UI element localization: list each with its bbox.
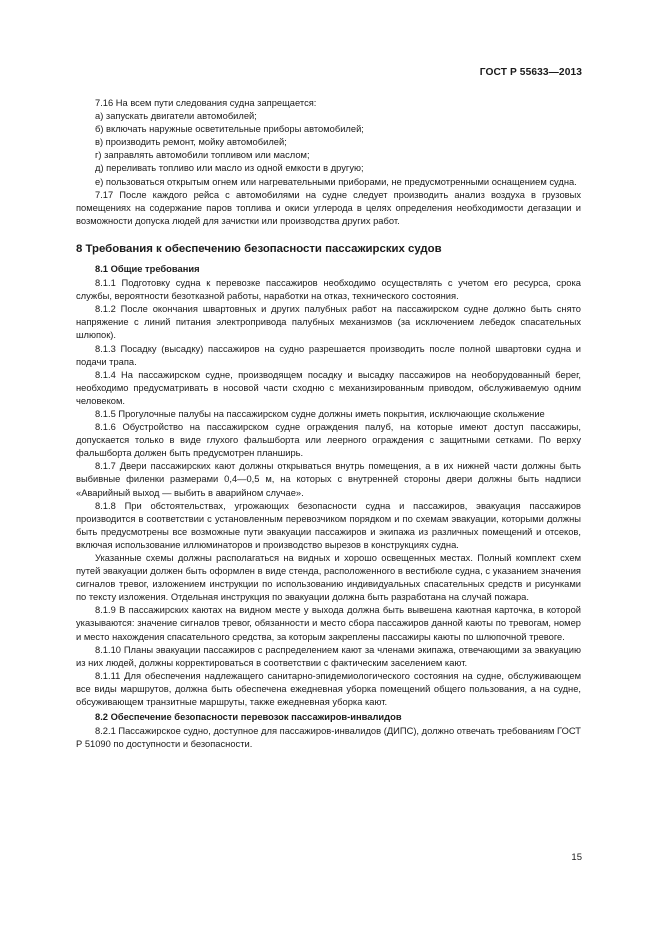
clause-8-1-3: 8.1.3 Посадку (высадку) пассажиров на судно разрешается производить после полной швартовки судна и подачи трапа. — [76, 343, 581, 367]
clause-8-1-8-cont: Указанные схемы должны располагаться на видных и хорошо освещенных местах. Полный комплект схем путей эвакуации должен быть оформлен в виде стенда, расположенного в вестибюле судна, с указанием значения сигналов тревог, изложением инструкции по использованию индивидуальных спасательных средств и рисунками по тексту изложения. Отдельная инструкция по эвакуации должна быть разработана на случай пожара. — [76, 553, 581, 603]
list-item-g: г) заправлять автомобили топливом или маслом; — [95, 150, 310, 161]
list-item-a: а) запускать двигатели автомобилей; — [95, 111, 257, 122]
clause-8-1-9: 8.1.9 В пассажирских каютах на видном месте у выхода должна быть вывешена каютная карточка, в которой указываются: значение сигналов тревог, обязанности и место сбора пассажиров данной каюты по тревогам, номер и место нахождения спасательного средства, за которым закреплены пассажиры каюты по шлюпочной тревоге. — [76, 605, 581, 642]
clause-7-17: 7.17 После каждого рейса с автомобилями на судне следует производить анализ воздуха в грузовых помещениях на содержание паров топлива и окиси углерода в целях определения необходимости дегазации и возможности допуска людей для зачистки или производства других работ. — [76, 189, 581, 226]
clause-8-1-4: 8.1.4 На пассажирском судне, производящем посадку и высадку пассажиров на необорудованный берег, необходимо предусматривать в носовой части сходню с механизированным приводом, обслуживаемую одним человеком. — [76, 369, 581, 406]
clause-8-1-7: 8.1.7 Двери пассажирских кают должны открываться внутрь помещения, а в их нижней части должны быть выбивные филенки размерами 0,4—0,5 м, на которых с внутренней стороны двери должны быть надписи «Аварийный выход — выбить в аварийном случае». — [76, 461, 581, 498]
document-header: ГОСТ Р 55633—2013 — [479, 67, 582, 78]
clause-8-1-10: 8.1.10 Планы эвакуации пассажиров с распределением кают за членами экипажа, отвечающими за эвакуацию из них людей, должны корректироваться в соответствии с фактическим заселением кают. — [76, 644, 581, 668]
clause-8-1-6: 8.1.6 Обустройство на пассажирском судне ограждения палуб, на которые имеют доступ пассажиры, допускается только в виде глухого фальшборта или леерного ограждения с защитными сетками. По верху фальшборта должен быть предусмотрен планширь. — [76, 422, 581, 459]
section-8-2-title: 8.2 Обеспечение безопасности перевозок пассажиров-инвалидов — [95, 712, 402, 723]
section-8-title: 8 Требования к обеспечению безопасности пассажирских судов — [76, 242, 442, 255]
section-8-1-title: 8.1 Общие требования — [95, 263, 200, 274]
clause-8-1-11: 8.1.11 Для обеспечения надлежащего санитарно-эпидемиологического состояния на судне, обслуживающем все виды маршрутов, должна быть обеспечена ежедневная уборка помещений общего пользования, а на судне, обсуживающем транзитные маршруты, также ежедневная уборка кают. — [76, 670, 581, 708]
clause-8-2-1: 8.2.1 Пассажирское судно, доступное для пассажиров-инвалидов (ДИПС), должно отвечать требованиям ГОСТ Р 51090 по доступности и безопасности. — [76, 726, 581, 750]
clause-8-1-5: 8.1.5 Прогулочные палубы на пассажирском судне должны иметь покрытия, исключающие скольжение — [95, 408, 545, 419]
list-item-d: д) переливать топливо или масло из одной емкости в другую; — [95, 163, 364, 174]
clause-8-1-2: 8.1.2 После окончания швартовных и других палубных работ на пассажирском судне должно быть снято напряжение с линий питания электропривода палубных механизмов (за исключением лебедок спасательных шлюпок). — [76, 304, 581, 341]
clause-7-16: 7.16 На всем пути следования судна запрещается: — [95, 98, 317, 108]
page-content — [76, 97, 581, 751]
clause-8-1-8: 8.1.8 При обстоятельствах, угрожающих безопасности судна и пассажиров, эвакуация пассажиров производится в соответствии с установленным перевозчиком порядком и по схемам эвакуации, которыми должны быть предусмотрены все возможные пути эвакуации пассажиров и экипажа из различных помещений и отсеков, включая использование иллюминаторов и производство вырезов в конструкциях судна. — [76, 500, 581, 550]
page-number: 15 — [571, 852, 582, 863]
clause-8-1-1: 8.1.1 Подготовку судна к перевозке пассажиров необходимо осуществлять с учетом его ресурса, срока службы, вероятности безотказной работы, наработки на отказ, технического состояния. — [76, 278, 581, 302]
list-item-e: е) пользоваться открытым огнем или нагревательными приборами, не предусмотренными оснащением судна. — [95, 176, 577, 187]
list-item-v: в) производить ремонт, мойку автомобилей; — [95, 137, 287, 148]
list-item-b: б) включать наружные осветительные приборы автомобилей; — [95, 124, 364, 135]
